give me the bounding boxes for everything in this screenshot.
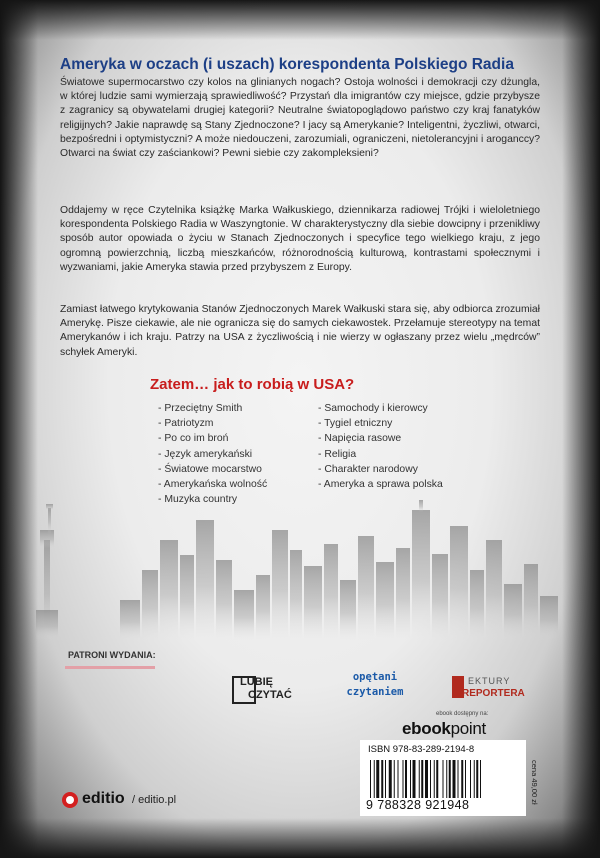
topic-item: - Amerykańska wolność xyxy=(158,479,268,491)
ebookpoint-logo-bold: ebook xyxy=(402,719,451,738)
barcode-bar xyxy=(394,760,395,798)
blurb-paragraph-3: Zamiast łatwego krytykowania Stanów Zjednoczonych Marek Wałkuski stara się, aby odbiorca zrozumiał Amerykę. Pisze ciekawie, ale nie ogranicza się do samych ciekawostek. Przełamuje stereotypy na temat Amerykanów i ich kraju. Patrzy na USA z życzliwością i nie wierzy w ogłaszany przez wielu „mędrców” schyłek Ameryki. xyxy=(60,304,540,358)
ebookpoint-logo xyxy=(402,719,486,739)
barcode-bar xyxy=(405,760,407,798)
barcode-bar xyxy=(458,760,459,798)
barcode-bar xyxy=(419,760,420,798)
grunge-border-top xyxy=(0,0,600,40)
city-skyline-illustration xyxy=(0,500,600,640)
topic-item: - Przeciętny Smith xyxy=(158,403,243,414)
opetani-text-1: opętani xyxy=(352,671,398,683)
barcode-bar xyxy=(410,760,411,798)
publisher-name: editio xyxy=(82,790,125,807)
grunge-border-left xyxy=(0,0,38,858)
barcode-bar xyxy=(476,760,478,798)
opetani-czytaniem-logo xyxy=(332,670,418,704)
barcode-bar xyxy=(461,760,463,798)
topic-item: - Tygiel etniczny xyxy=(318,418,393,430)
topic-item: - Patriotyzm xyxy=(158,418,214,430)
topics-list-left xyxy=(158,401,267,507)
blurb-heading: Ameryka w oczach (i uszach) korespondenta Polskiego Radia xyxy=(60,56,514,73)
barcode-area xyxy=(360,740,526,816)
barcode-bar xyxy=(374,760,375,798)
topics-list-right xyxy=(318,401,443,492)
barcode-bar xyxy=(413,760,416,798)
editio-logo-icon xyxy=(62,792,78,808)
ebookpoint-logo-rest: point xyxy=(450,719,486,738)
barcode-bar xyxy=(446,760,447,798)
grunge-border-right xyxy=(562,0,600,858)
topic-item: - Napięcia rasowe xyxy=(318,433,402,445)
price-text: cena 49,00 zł xyxy=(530,760,539,805)
barcode-bar xyxy=(434,760,435,798)
lektury-text-1: EKTURY xyxy=(468,676,511,686)
barcode-bar xyxy=(403,760,404,798)
barcode-bar xyxy=(425,760,428,798)
topic-item: - Światowe mocarstwo xyxy=(158,463,262,475)
patrons-label: PATRONI WYDANIA: xyxy=(68,650,156,660)
grunge-border-bottom xyxy=(0,818,600,858)
blurb-paragraph-1: Światowe supermocarstwo czy kolos na glinianych nogach? Ostoja wolności i demokracji czy dżungla, w której ludzie sami wymierzają sprawiedliwość? Przystań dla imigrantów czy miejsce, gdzie przybysze z zagranicy są obywatelami drugiej kategorii? Neutralne światopoglądowo państwo czy kraj fanatyków religijnych? Jakie naprawdę są Stany Zjednoczone? I jacy są Amerykanie? Inteligentni, życzliwi, otwarci, bezpośredni i optymistyczni? A może niedouczeni, zarozumiali, ograniczeni, nietolerancyjni i aroganccy? Otwarci na świat czy zaściankowi? Pewni siebie czy zakompleksieni? xyxy=(60,77,540,160)
lubie-czytac-text-1: LUBIĘ xyxy=(240,676,273,688)
barcode-bar xyxy=(474,760,475,798)
isbn-text: ISBN 978-83-289-2194-8 xyxy=(368,744,475,755)
barcode-bar xyxy=(398,760,399,798)
barcode-bar xyxy=(480,760,481,798)
blurb-paragraph-2: Oddajemy w ręce Czytelnika książkę Marka Wałkuskiego, dziennikarza radiowej Trójki i wieloletniego korespondenta Polskiego Radia w Waszyngtonie. W charakterystyczny dla siebie dowcipny i przenikliwy sposób autor opowiada o życiu w Stanach Zjednoczonych i specyfice tego wielkiego kraju, z jego ogromną powierzchnią, liczbą mieszkańców, różnorodnością kulturową, kontrastami społecznymi i wyzwaniami, jakie Ameryka stawia przed przybyszem z Europy. xyxy=(60,205,540,273)
barcode-bar xyxy=(370,760,371,798)
barcode-bar xyxy=(421,760,423,798)
barcode-bar xyxy=(385,760,386,798)
lubie-czytac-text-2: CZYTAĆ xyxy=(248,689,292,701)
barcode-digits: 9 788328 921948 xyxy=(366,798,470,812)
topic-item: - Muzyka country xyxy=(158,494,238,506)
barcode-bar xyxy=(453,760,456,798)
opetani-text-2: czytaniem xyxy=(346,686,404,698)
barcode-bar xyxy=(389,760,392,798)
barcode-bar xyxy=(465,760,466,798)
lektury-text-2: REPORTERA xyxy=(462,688,525,699)
barcode-bar xyxy=(470,760,471,798)
topic-item: - Samochody i kierowcy xyxy=(318,403,428,414)
barcode-bar xyxy=(376,760,379,798)
barcode-bar xyxy=(430,760,431,798)
topic-item: - Po co im broń xyxy=(158,433,229,445)
publisher-url: / editio.pl xyxy=(132,794,177,806)
barcode-bar xyxy=(443,760,444,798)
topics-subheading: Zatem… jak to robią w USA? xyxy=(150,376,355,393)
barcode-bar xyxy=(381,760,383,798)
barcode-bar xyxy=(449,760,451,798)
barcode-image xyxy=(370,760,516,798)
topic-item: - Charakter narodowy xyxy=(318,463,418,475)
lektury-reportera-logo xyxy=(452,672,536,704)
ebook-caption: ebook dostępny na: xyxy=(436,711,489,717)
barcode-bar xyxy=(436,760,438,798)
topic-item: - Ameryka a sprawa polska xyxy=(318,479,443,491)
topic-item: - Język amerykański xyxy=(158,448,253,460)
topic-item: - Religia xyxy=(318,448,357,460)
lubie-czytac-logo xyxy=(232,672,304,704)
patrons-underline xyxy=(65,666,155,669)
